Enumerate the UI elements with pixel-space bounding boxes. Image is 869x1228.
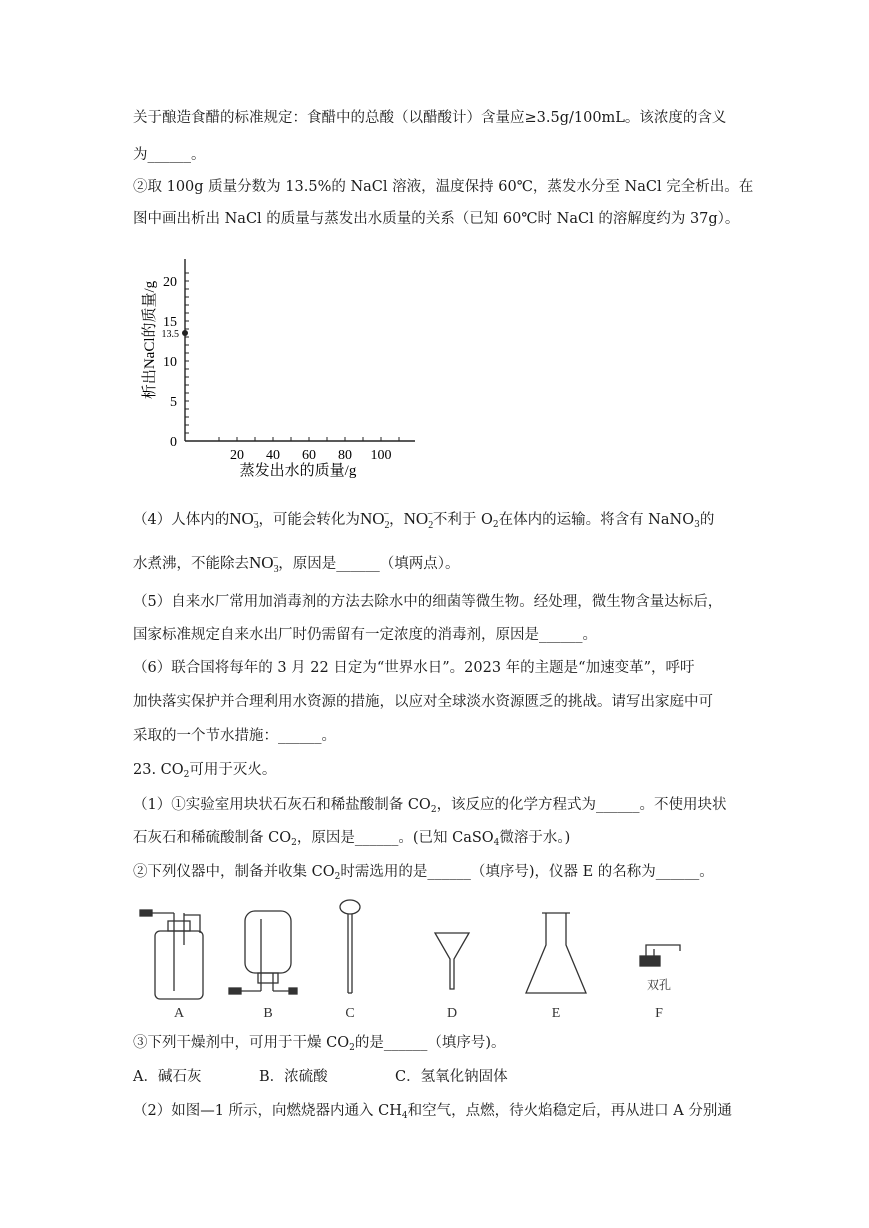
y-tick-label: 20 [163, 275, 177, 290]
data-point-label: 13.5 [161, 329, 179, 340]
chart-y-ticks [163, 275, 177, 450]
option-b: B．浓硫酸 [259, 1069, 328, 1085]
nitrite-formula-2: $NO_2^-$ [403, 509, 434, 531]
funnel-icon [435, 933, 469, 989]
thistle-funnel-icon [340, 900, 360, 993]
apparatus-label-b: B [263, 1006, 273, 1021]
q6-line-1: （6）联合国将每年的 3 月 22 日定为“世界水日”。2023 年的主题是“加速变革”，呼吁 [133, 660, 695, 676]
q23-part1-line-4: ③下列干燥剂中，可用于干燥 $CO_2$的是______（填序号)。 [133, 1035, 506, 1053]
q4-line-2: 水煮沸，不能除去$NO_3^-$，原因是______（填两点）。 [133, 553, 460, 575]
apparatus-label-e: E [551, 1006, 561, 1021]
q23-part2-line-1: （2）如图—1 所示，向燃烧器内通入 $CH_4$和空气，点燃，待火焰稳定后，再从进口 A 分别通 [133, 1103, 732, 1121]
q5-line-2: 国家标准规定自来水出厂时仍需留有一定浓度的消毒剂，原因是______。 [133, 627, 597, 643]
q23-part1-line-2: 石灰石和稀硫酸制备 $CO_2$，原因是______。(已知 CaSO$_4$微溶于水。) [133, 830, 571, 848]
x-tick-label: 80 [338, 448, 352, 463]
y-tick-label: 0 [170, 435, 177, 450]
q23-part1-line-1: （1）①实验室用块状石灰石和稀盐酸制备 $CO_2$，该反应的化学方程式为______。不使用块状 [133, 797, 727, 815]
nacl-question-line-1: ②取 100g 质量分数为 13.5%的 NaCl 溶液，温度保持 60℃，蒸发水分至 NaCl 完全析出。在 [133, 179, 754, 195]
x-tick-label: 40 [266, 448, 280, 463]
apparatus-label-a: A [173, 1006, 185, 1021]
nacl-question-line-2: 图中画出析出 NaCl 的质量与蒸发出水质量的关系（已知 60℃时 NaCl 的溶解度约为 37g）。 [133, 211, 740, 227]
q4-line-1: （4）人体内的$NO_3^-$，可能会转化为$NO_2^-$，$NO_2^-$不利于 $O_2$在体内的运输。将含有 NaNO$_3$的 [133, 509, 715, 531]
chart-x-ticks [230, 448, 392, 463]
two-hole-stopper-icon [640, 945, 680, 966]
chart-x-label: 蒸发出水的质量/g [239, 463, 357, 479]
nacl-mass-chart [130, 245, 430, 490]
y-tick-label: 10 [163, 355, 177, 370]
x-tick-label: 100 [370, 448, 392, 463]
data-point [182, 330, 188, 336]
q23-heading: 23. $CO_2$可用于灭火。 [133, 762, 277, 780]
option-a: A．碱石灰 [133, 1069, 202, 1085]
apparatus-label-c: C [345, 1006, 355, 1021]
chart-points [162, 329, 189, 340]
apparatus-figure [130, 893, 710, 1028]
vinegar-standard-line-1: 关于酿造食醋的标准规定：食醋中的总酸（以醋酸计）含量应≥3.5g/100mL。该浓度的含义 [133, 110, 727, 126]
y-tick-label: 5 [170, 395, 177, 410]
q23-part1-line-3: ②下列仪器中，制备并收集 $CO_2$时需选用的是______（填序号)，仪器 E 的名称为______。 [133, 864, 714, 882]
nitrate-formula-2: $NO_3^-$ [249, 553, 279, 575]
drying-agent-options [133, 1067, 508, 1087]
inverted-bottle-icon [229, 911, 297, 994]
x-tick-label: 60 [302, 448, 316, 463]
nitrite-formula: $NO_2^-$ [359, 509, 390, 531]
q6-line-2: 加快落实保护并合理利用水资源的措施，以应对全球淡水资源匮乏的挑战。请写出家庭中可 [133, 694, 713, 710]
nitrate-formula: $NO_3^-$ [229, 509, 259, 531]
q6-line-3: 采取的一个节水措施：______。 [133, 728, 336, 744]
chart-y-label: 析出NaCl的质量/g [142, 280, 158, 400]
q5-line-1: （5）自来水厂常用加消毒剂的方法去除水中的细菌等微生物。经处理，微生物含量达标后， [133, 594, 723, 610]
gas-washing-bottle-icon [140, 910, 203, 999]
vinegar-standard-line-2: 为______。 [133, 147, 206, 163]
apparatus-label-f: F [655, 1006, 663, 1021]
apparatus-caption: 双孔 [646, 978, 672, 992]
y-tick-label: 15 [163, 315, 177, 330]
x-tick-label: 20 [230, 448, 244, 463]
option-c: C．氢氧化钠固体 [395, 1069, 508, 1085]
chart-axes [185, 259, 415, 441]
conical-flask-icon [526, 913, 586, 993]
apparatus-label-d: D [446, 1006, 458, 1021]
